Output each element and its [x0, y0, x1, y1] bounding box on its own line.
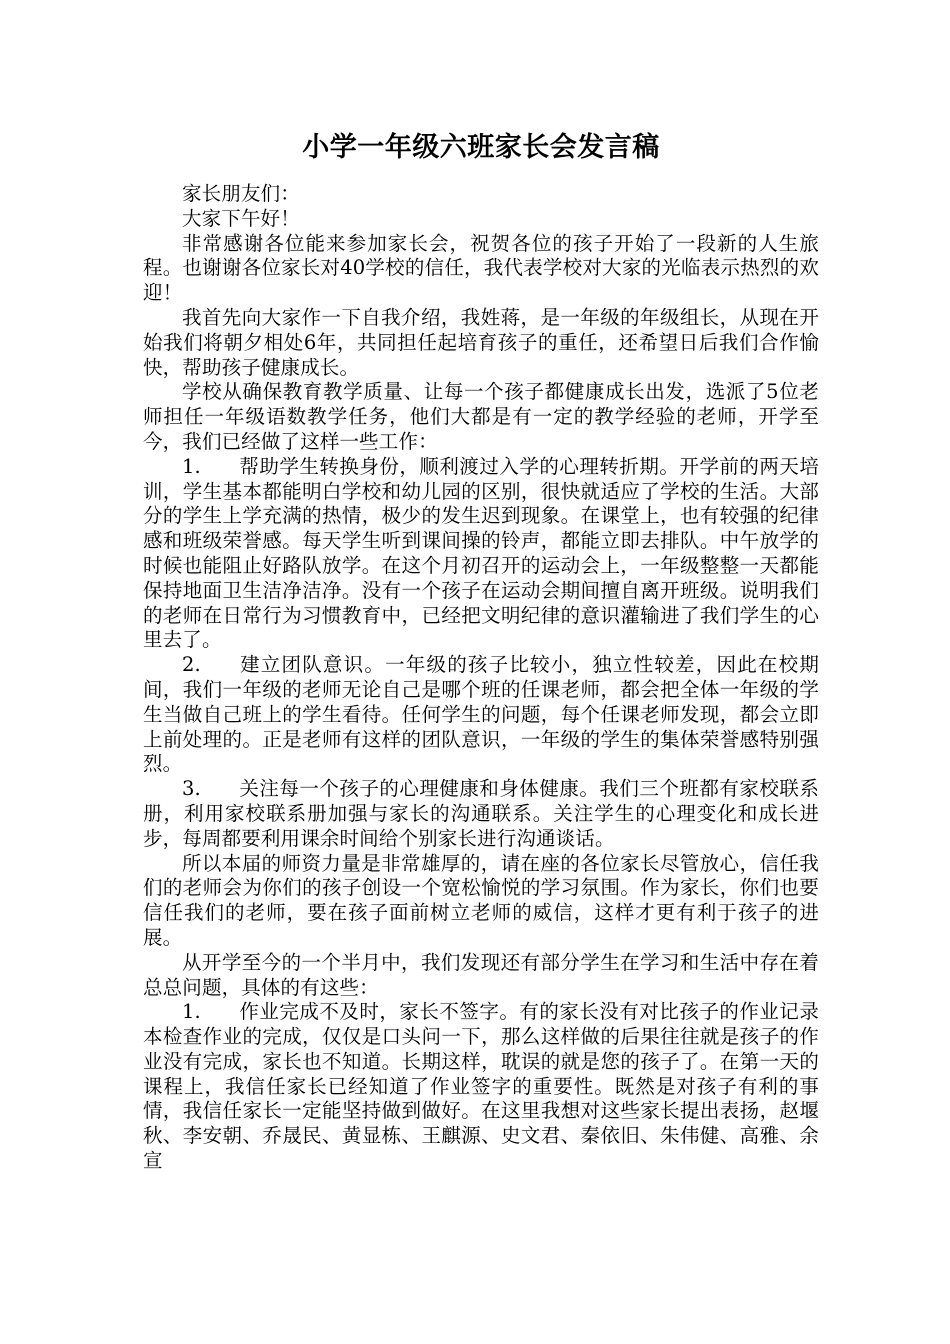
- paragraph-text: 所以本届的师资力量是非常雄厚的，请在座的各位家长尽管放心，信任我们的老师会为你们的孩子创设一个宽松愉悦的学习氛围。作为家长，你们也要信任我们的老师，要在孩子面前树立老师的威信，这样才更有利于孩子的进展。: [143, 851, 819, 949]
- paragraph-text: 建立团队意识。一年级的孩子比较小，独立性较差，因此在校期间，我们一年级的老师无论自己是哪个班的任课老师，都会把全体一年级的学生当做自己班上的学生看待。任何学生的问题，每个任课老师发现，都会立即上前处理的。正是老师有这样的团队意识，一年级的学生的集体荣誉感特别强烈。: [143, 653, 819, 776]
- paragraph-salutation: [143, 207, 819, 232]
- paragraph-introduction: [143, 306, 819, 380]
- list-number: 1.: [182, 454, 201, 478]
- list-item: [143, 455, 819, 653]
- list-number: 2.: [182, 653, 201, 677]
- paragraph-text: 家长朋友们：: [182, 182, 300, 205]
- page-title: 小学一年级六班家长会发言稿: [302, 132, 660, 163]
- paragraph-text: 大家下午好！: [182, 206, 300, 230]
- paragraph-text: 非常感谢各位能来参加家长会，祝贺各位的孩子开始了一段新的人生旅程。也谢谢各位家长对40学校的信任，我代表学校对大家的光临表示热烈的欢迎！: [143, 231, 819, 305]
- paragraph-thanks: [143, 232, 819, 306]
- paragraph-teachers: [143, 852, 819, 951]
- paragraph-text: 我首先向大家作一下自我介绍，我姓蒋，是一年级的年级组长，从现在开始我们将朝夕相处6年，共同担任起培育孩子的重任，还希望日后我们合作愉快，帮助孩子健康成长。: [143, 305, 819, 379]
- document-page: [143, 128, 819, 1174]
- list-item: [143, 777, 819, 851]
- paragraph-text: 帮助学生转换身份，顺利渡过入学的心理转折期。开学前的两天培训，学生基本都能明白学校和幼儿园的区别，很快就适应了学校的生活。大部分的学生上学充满的热情，极少的发生迟到现象。在课堂上，也有较强的纪律感和班级荣誉感。每天学生听到课间操的铃声，都能立即去排队。中午放学的时候也能阻止好路队放学。在这个月初召开的运动会上，一年级整整一天都能保持地面卫生洁净洁净。没有一个孩子在运动会期间擅自离开班级。说明我们的老师在日常行为习惯教育中，已经把文明纪律的意识灌输进了我们学生的心里去了。: [143, 454, 819, 652]
- paragraph-text: 学校从确保教育教学质量、让每一个孩子都健康成长出发，选派了5位老师担任一年级语数教学任务，他们大都是有一定的教学经验的老师，开学至今，我们已经做了这样一些工作：: [143, 380, 819, 453]
- paragraph-text: 作业完成不及时，家长不签字。有的家长没有对比孩子的作业记录本检查作业的完成，仅仅是口头问一下，那么这样做的后果往往就是孩子的作业没有完成，家长也不知道。长期这样，耽误的就是您的孩子了。在第一天的课程上，我信任家长已经知道了作业签字的重要性。既然是对孩子有利的事情，我信任家长一定能坚持做到做好。在这里我想对这些家长提出表扬，赵堰秋、李安朝、乔晟民、黄显栋、王麒源、史文君、秦依旧、朱伟健、高雅、余宣: [143, 1000, 819, 1173]
- paragraph-problems: [143, 951, 819, 1001]
- paragraph-greeting: [143, 182, 819, 207]
- paragraph-school-work: [143, 380, 819, 454]
- list-number: 1.: [182, 1000, 201, 1024]
- list-item: [143, 1000, 819, 1174]
- paragraph-text: 关注每一个孩子的心理健康和身体健康。我们三个班都有家校联系册，利用家校联系册加强与家长的沟通联系。关注学生的心理变化和成长进步，每周都要利用课余时间给个别家长进行沟通谈话。: [143, 777, 819, 850]
- list-number: 3.: [182, 777, 201, 801]
- paragraph-text: 从开学至今的一个半月中，我们发现还有部分学生在学习和生活中存在着总总问题，具体的有这些：: [143, 950, 819, 999]
- list-item: [143, 653, 819, 777]
